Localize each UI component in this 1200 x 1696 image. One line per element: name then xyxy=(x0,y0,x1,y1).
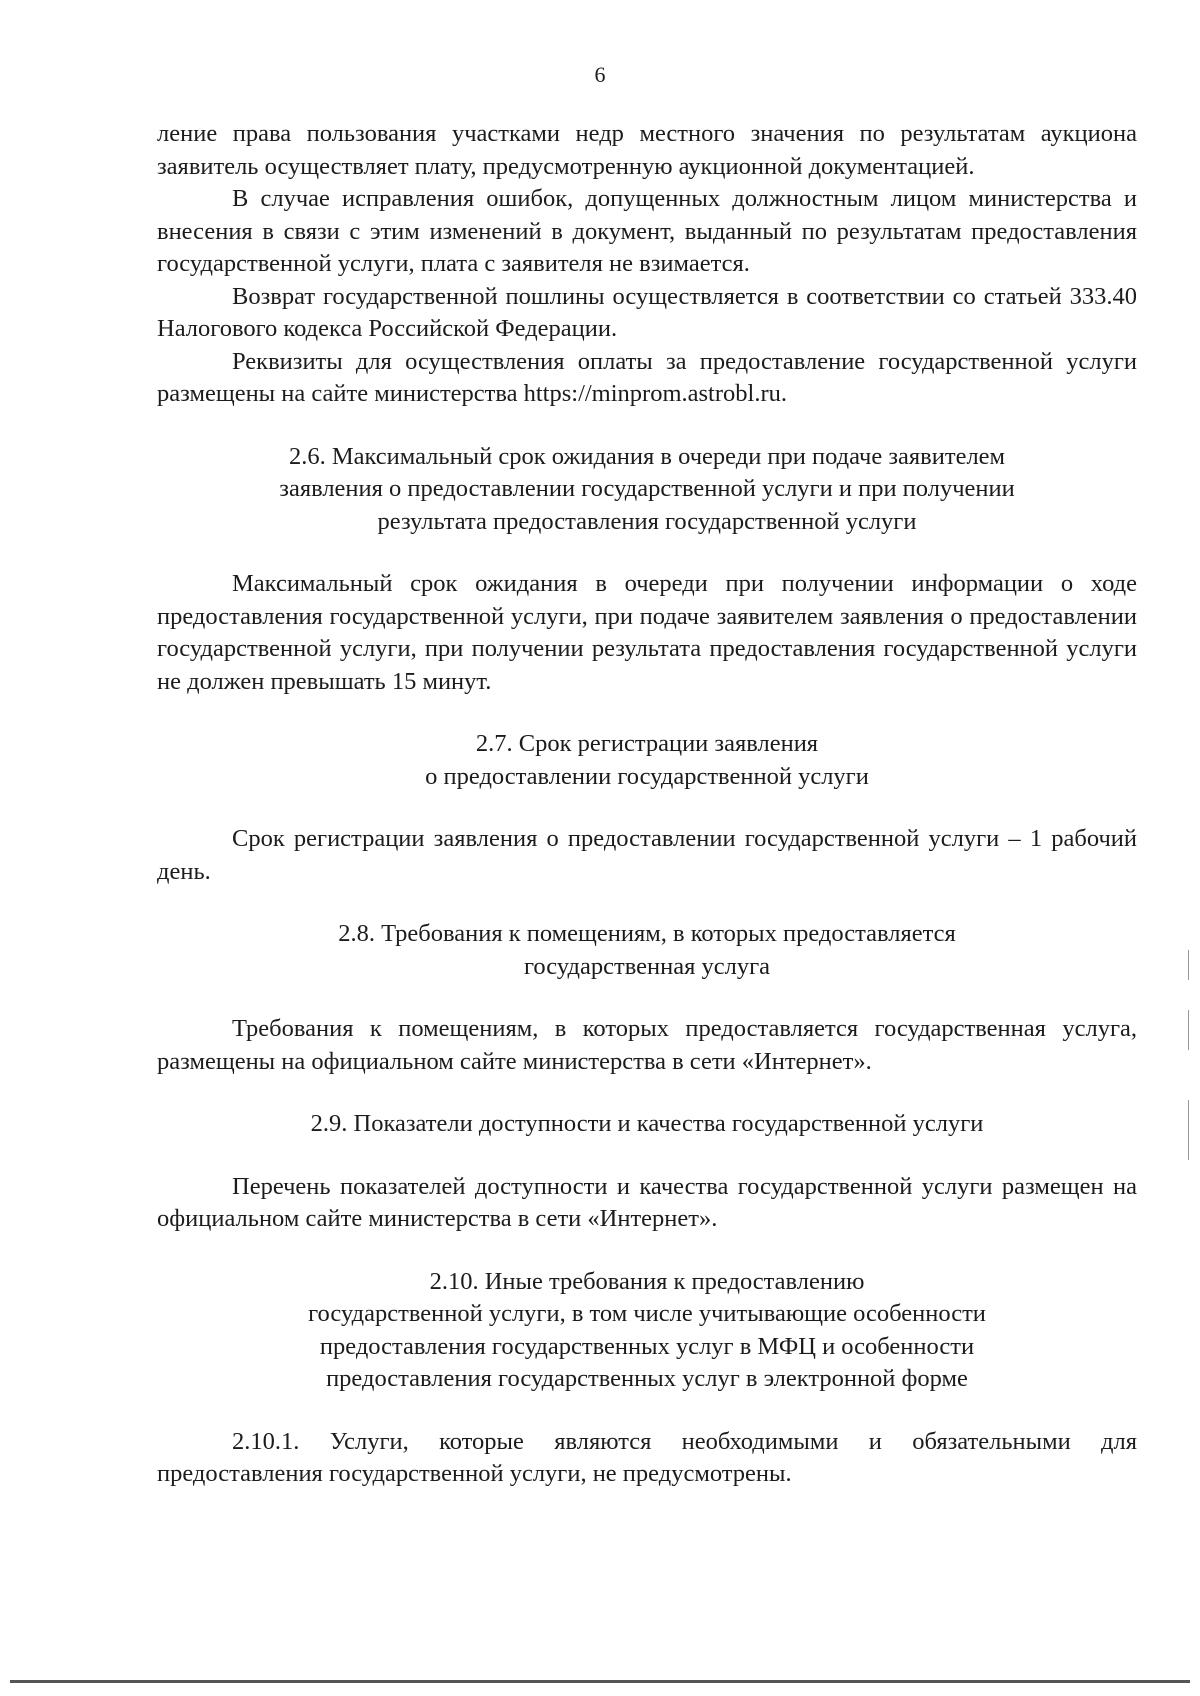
heading-line: заявления о предоставлении государственной услуги и при получении xyxy=(279,475,1015,502)
heading-line: 2.7. Срок регистрации заявления xyxy=(475,730,819,757)
heading-line: результата предоставления государственной услуги xyxy=(377,507,917,535)
paragraph-auction-payment: ление права пользования участками недр местного значения по результатам аукциона заявитель осуществляет плату, предусмотренную аукционной документацией. xyxy=(157,120,1137,180)
heading-line: 2.9. Показатели доступности и качества государственной услуги xyxy=(310,1110,984,1137)
page-number: 6 xyxy=(594,62,606,87)
scan-margin-mark xyxy=(1188,1100,1189,1160)
heading-line: о предоставлении государственной услуги xyxy=(425,762,869,790)
section-heading-2-8 xyxy=(157,918,1137,983)
section-heading-2-7 xyxy=(157,728,1137,793)
section-heading-2-6 xyxy=(157,441,1137,539)
section-heading-2-10 xyxy=(157,1266,1137,1396)
paragraph-payment-details: Реквизиты для осуществления оплаты за предоставление государственной услуги размещены на сайте министерства https://minprom.astrobl.ru. xyxy=(157,347,1137,407)
heading-line: государственной услуги, в том числе учитывающие особенности xyxy=(308,1300,986,1327)
section-body-2-8: Требования к помещениям, в которых предоставляется государственная услуга, размещены на официальном сайте министерства в сети «Интернет». xyxy=(157,1015,1137,1075)
section-heading-2-9 xyxy=(157,1108,1137,1141)
section-body-2-9: Перечень показателей доступности и качества государственной услуги размещен на официальном сайте министерства в сети «Интернет». xyxy=(157,1172,1137,1232)
heading-line: 2.8. Требования к помещениям, в которых предоставляется xyxy=(338,920,956,947)
paragraph-fee-refund: Возврат государственной пошлины осуществляется в соответствии со статьей 333.40 Налогового кодекса Российской Федерации. xyxy=(157,282,1137,342)
heading-line: предоставления государственных услуг в электронной форме xyxy=(326,1365,968,1392)
scan-margin-mark xyxy=(1188,1010,1189,1050)
heading-line: 2.6. Максимальный срок ожидания в очереди при подаче заявителем xyxy=(288,442,1006,470)
section-body-2-6: Максимальный срок ожидания в очереди при получении информации о ходе предоставления государственной услуги, при подаче заявителем заявления о предоставлении государственной услуги, при получении результата предоставления государственной услуги не должен превышать 15 минут. xyxy=(157,570,1137,695)
section-body-2-10-1: 2.10.1. Услуги, которые являются необходимыми и обязательными для предоставления государственной услуги, не предусмотрены. xyxy=(157,1427,1137,1487)
heading-line: 2.10. Иные требования к предоставлению xyxy=(429,1267,865,1295)
scan-margin-mark xyxy=(1188,950,1189,980)
page-bottom-edge xyxy=(10,1680,1190,1683)
section-body-2-7: Срок регистрации заявления о предоставлении государственной услуги – 1 рабочий день. xyxy=(157,825,1137,885)
heading-line: государственная услуга xyxy=(523,952,771,980)
document-body xyxy=(157,118,1137,1491)
paragraph-error-correction: В случае исправления ошибок, допущенных должностным лицом министерства и внесения в связи с этим изменений в документ, выданный по результатам предоставления государственной услуги, плата с заявителя не взимается. xyxy=(157,185,1137,277)
heading-line: предоставления государственных услуг в МФЦ и особенности xyxy=(319,1332,975,1360)
